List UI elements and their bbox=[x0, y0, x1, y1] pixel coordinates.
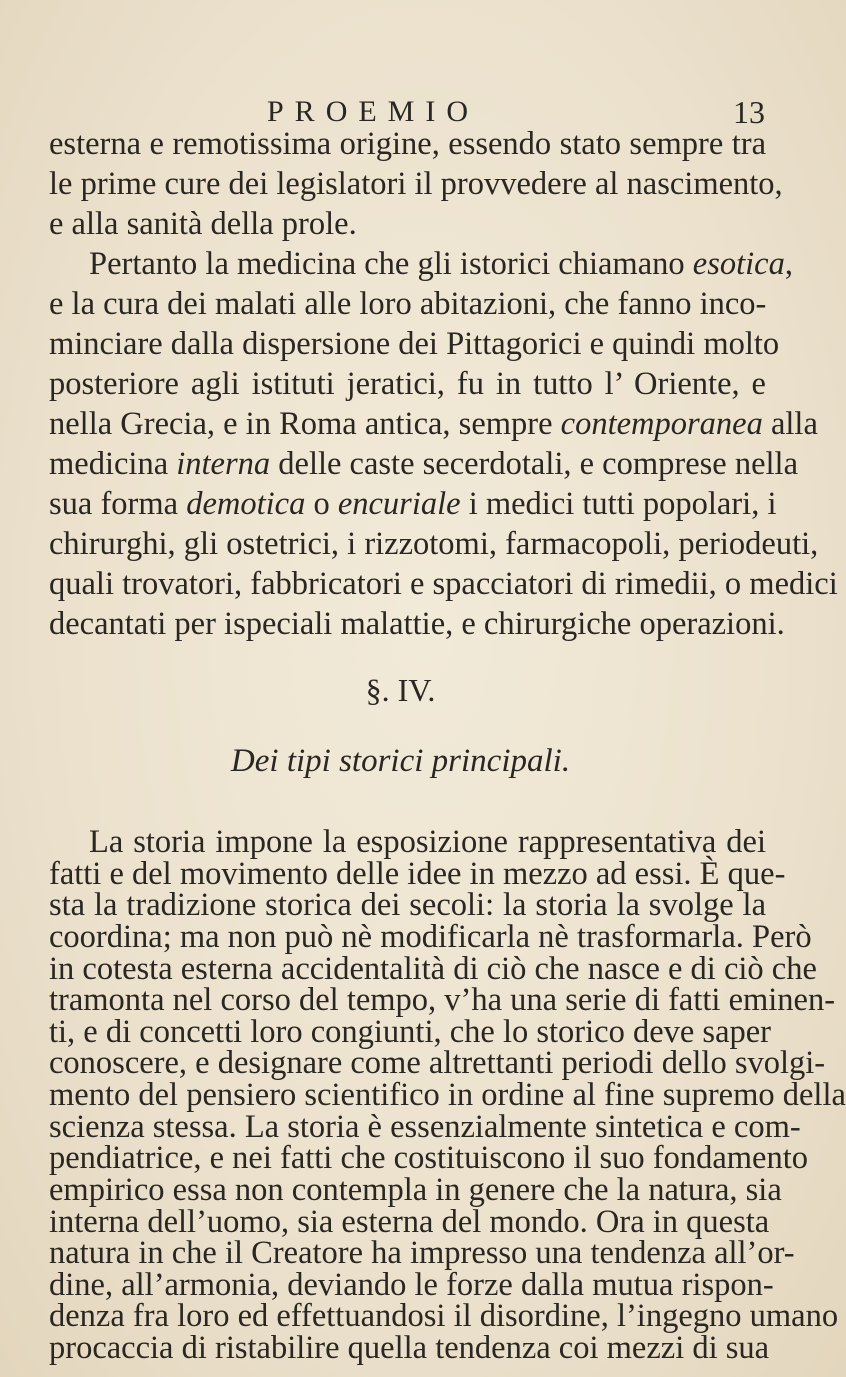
italic-term: encuriale bbox=[337, 486, 461, 522]
section-number: §. IV. bbox=[365, 672, 436, 708]
text-line: decantati per ispeciali malattie, e chirurgiche operazioni. bbox=[49, 606, 785, 642]
italic-term: esotica bbox=[692, 246, 785, 282]
text-line: e alla sanità della prole. bbox=[49, 206, 357, 242]
text-line: fatti e del movimento delle idee in mezzo ad essi. È que- bbox=[49, 856, 786, 892]
italic-term: interna bbox=[176, 446, 271, 482]
text-line: sua forma demotica o encuriale i medici tutti popolari, i bbox=[49, 486, 777, 522]
running-title: PROEMIO bbox=[267, 95, 480, 128]
text-line: scienza stessa. La storia è essenzialmente sintetica e com- bbox=[49, 1109, 801, 1145]
text-line: minciare dalla dispersione dei Pittagorici e quindi molto bbox=[49, 326, 780, 362]
text-line: conoscere, e designare come altrettanti periodi dello svolgi- bbox=[49, 1045, 826, 1081]
text-line: denza fra loro ed effettuandosi il disordine, l’ingegno umano bbox=[49, 1298, 839, 1334]
text-line: Pertanto la medicina che gli istorici chiamano esotica, bbox=[89, 246, 793, 282]
text-line: procaccia di ristabilire quella tendenza coi mezzi di sua bbox=[49, 1330, 770, 1366]
text-line: coordina; ma non può nè modificarla nè trasformarla. Però bbox=[49, 919, 812, 955]
text-line: pendiatrice, e nei fatti che costituiscono il suo fondamento bbox=[49, 1140, 809, 1176]
text-line: ti, e di concetti loro congiunti, che lo storico deve saper bbox=[49, 1014, 771, 1050]
text-line: chirurghi, gli ostetrici, i rizzotomi, farmacopoli, periodeuti, bbox=[49, 526, 819, 562]
text-line: tramonta nel corso del tempo, v’ha una serie di fatti eminen- bbox=[49, 982, 836, 1018]
text-line: posteriore agli istituti jeratici, fu in tutto l’ Oriente, e bbox=[49, 366, 766, 402]
italic-term: demotica bbox=[186, 486, 306, 522]
page-number: 13 bbox=[733, 94, 765, 130]
text-line: e la cura dei malati alle loro abitazioni, che fanno inco- bbox=[49, 286, 767, 322]
text-line: interna dell’uomo, sia esterna del mondo. Ora in questa bbox=[49, 1204, 770, 1240]
section-title: Dei tipi storici principali. bbox=[230, 743, 571, 779]
italic-term: contemporanea bbox=[560, 406, 763, 442]
text-line: La storia impone la esposizione rappresentativa dei bbox=[89, 824, 766, 860]
text-line: empirico essa non contempla in genere che la natura, sia bbox=[49, 1172, 782, 1208]
text-line: in cotesta esterna accidentalità di ciò che nasce e di ciò che bbox=[49, 951, 817, 987]
text-line: medicina interna delle caste secerdotali, e comprese nella bbox=[49, 446, 798, 482]
text-line: nella Grecia, e in Roma antica, sempre contemporanea alla bbox=[49, 406, 818, 442]
text-line: natura in che il Creatore ha impresso una tendenza all’or- bbox=[49, 1235, 795, 1271]
text-line: sta la tradizione storica dei secoli: la storia la svolge la bbox=[49, 887, 766, 923]
text-line: mento del pensiero scientifico in ordine al fine supremo della bbox=[49, 1077, 846, 1113]
text-line: esterna e remotissima origine, essendo stato sempre tra bbox=[49, 126, 766, 162]
text-line: quali trovatori, fabbricatori e spacciatori di rimedii, o medici bbox=[49, 566, 838, 602]
text-line: dine, all’armonia, deviando le forze dalla mutua rispon- bbox=[49, 1267, 774, 1303]
text-line: le prime cure dei legislatori il provvedere al nascimento, bbox=[49, 166, 783, 202]
